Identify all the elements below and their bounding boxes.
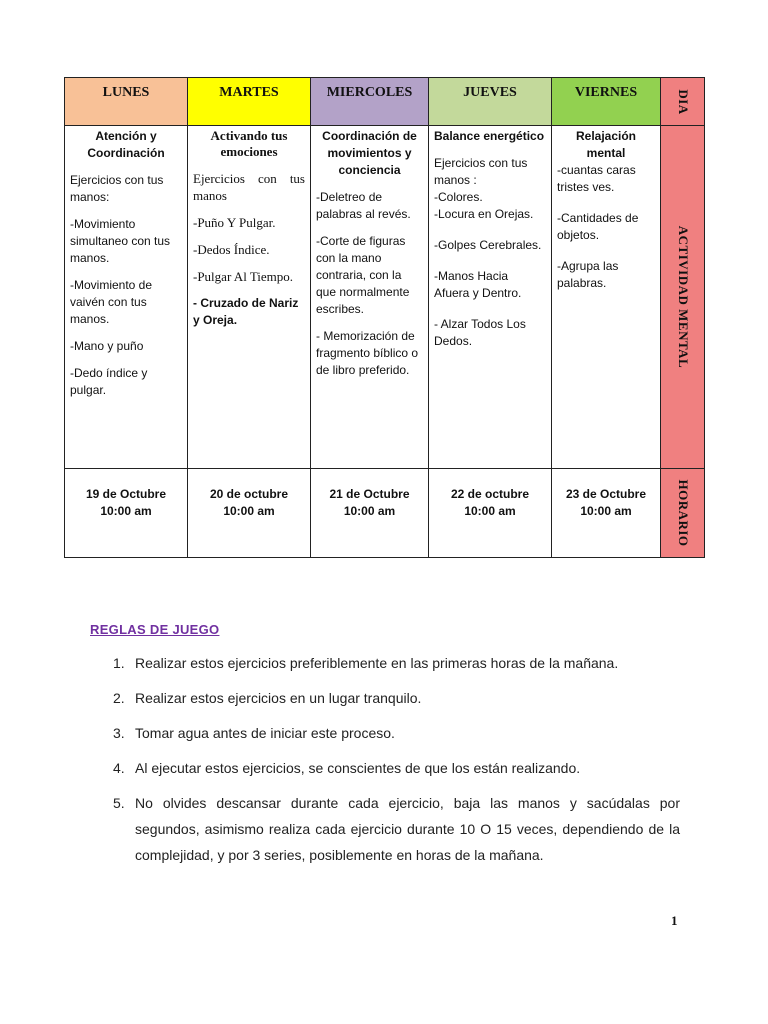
activity-row	[65, 126, 705, 469]
rules-list	[105, 650, 680, 877]
rule-item: 1. Realizar estos ejercicios preferiblemente en las primeras horas de la mañana.	[113, 655, 619, 671]
schedule-row	[65, 469, 705, 558]
activity-miercoles: Coordinación de movimientos y conciencia -Deletreo de palabras al revés. -Corte de figuras con la mano contraria, con la que normalmente escribes. - Memorización de fragmento bíblico o de libro preferido.	[311, 126, 429, 469]
rule-item: 5. No olvides descansar durante cada ejercicio, baja las manos y sacúdalas por segundos, asimismo realiza cada ejercicio durante 10 O 15 veces, dependiendo de la complejidad, y por 3 series, posiblemente en horas de la mañana.	[113, 795, 680, 863]
rule-item: 4. Al ejecutar estos ejercicios, se conscientes de que los están realizando.	[113, 760, 581, 776]
header-martes: MARTES	[188, 78, 311, 126]
weekly-activity-table	[64, 77, 705, 558]
schedule-martes: 20 de octubre 10:00 am	[188, 469, 311, 558]
activity-lunes: Atención y Coordinación Ejercicios con tus manos: -Movimiento simultaneo con tus manos. -Movimiento de vaivén con tus manos. -Mano y puño -Dedo índice y pulgar.	[65, 126, 188, 469]
side-label-actividad: ACTIVIDAD MENTAL	[661, 126, 705, 469]
rules-title: REGLAS DE JUEGO	[90, 622, 220, 637]
schedule-miercoles: 21 de Octubre 10:00 am	[311, 469, 429, 558]
header-jueves: JUEVES	[429, 78, 552, 126]
schedule-jueves: 22 de octubre 10:00 am	[429, 469, 552, 558]
schedule-viernes: 23 de Octubre 10:00 am	[552, 469, 661, 558]
schedule-lunes: 19 de Octubre 10:00 am	[65, 469, 188, 558]
activity-viernes: Relajación mental -cuantas caras tristes ves. -Cantidades de objetos. -Agrupa las palabras.	[552, 126, 661, 469]
header-miercoles: MIERCOLES	[311, 78, 429, 126]
header-row	[65, 78, 705, 126]
activity-martes: Activando tus emociones Ejercicios con tus manos -Puño Y Pulgar. -Dedos Índice. -Pulgar Al Tiempo. - Cruzado de Nariz y Oreja.	[188, 126, 311, 469]
page-number: 1	[671, 913, 678, 928]
side-label-dia: DIA	[661, 78, 705, 126]
activity-jueves: Balance energético Ejercicios con tus manos : -Colores. -Locura en Orejas. -Golpes Cerebrales. -Manos Hacia Afuera y Dentro. - Alzar Todos Los Dedos.	[429, 126, 552, 469]
header-lunes: LUNES	[65, 78, 188, 126]
header-viernes: VIERNES	[552, 78, 661, 126]
rule-item: 2. Realizar estos ejercicios en un lugar tranquilo.	[113, 690, 422, 706]
side-label-horario: HORARIO	[661, 469, 705, 558]
rule-item: 3. Tomar agua antes de iniciar este proceso.	[113, 725, 395, 741]
